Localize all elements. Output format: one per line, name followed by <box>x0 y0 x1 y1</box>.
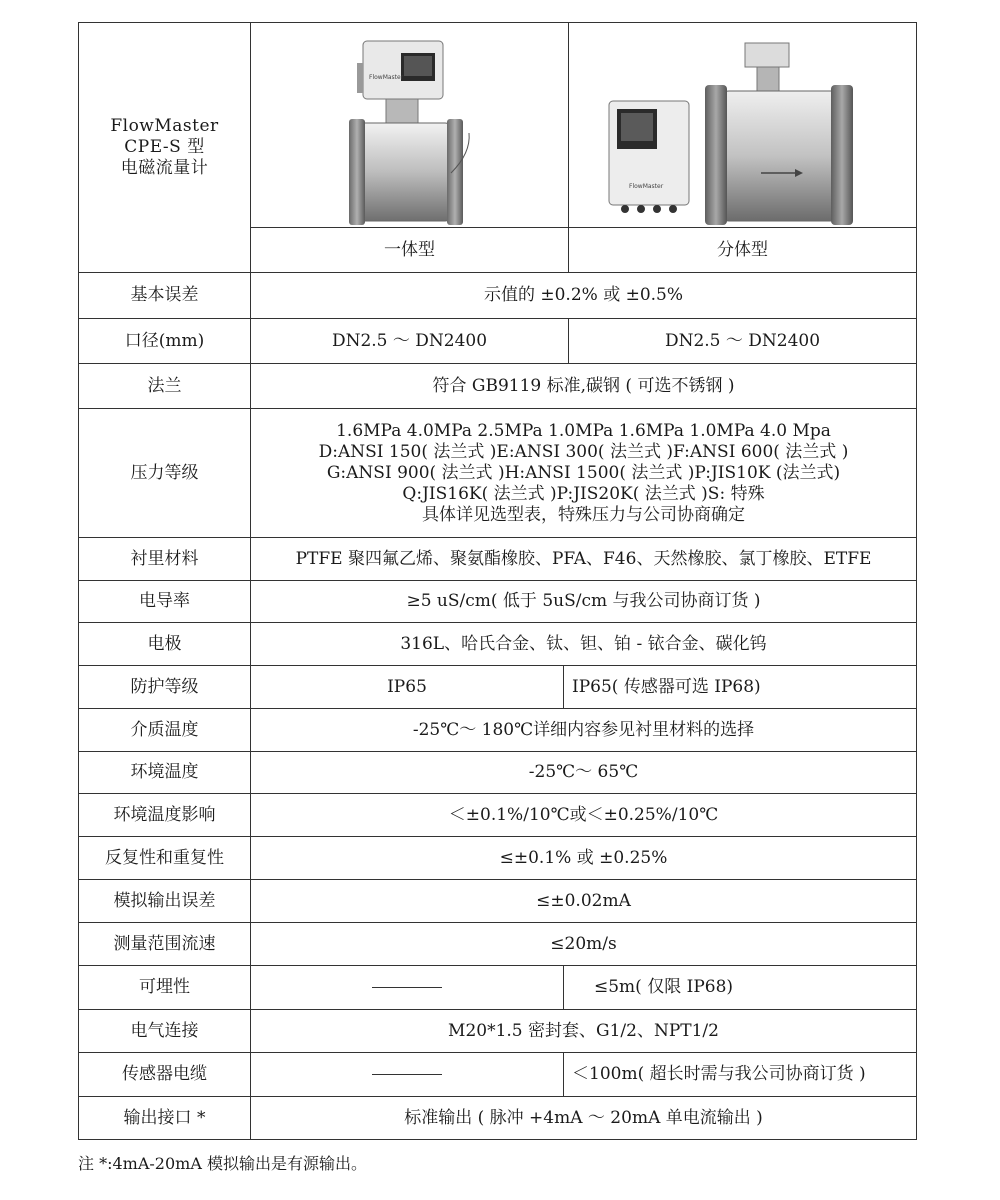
row-value-split: ≤5m( 仅限 IP68) <box>564 966 917 1010</box>
row-value: 示值的 ±0.2% 或 ±0.5% <box>251 273 917 319</box>
spec-table <box>78 22 917 1140</box>
row-value: 标准输出 ( 脉冲 +4mA ～ 20mA 单电流输出 ) <box>251 1097 917 1140</box>
pressure-values <box>251 409 917 538</box>
not-applicable-dash <box>372 1074 442 1075</box>
row-label: 衬里材料 <box>79 538 251 581</box>
row-value: M20*1.5 密封套、G1/2、NPT1/2 <box>251 1010 917 1053</box>
pressure-line: 具体详见选型表，特殊压力与公司协商确定 <box>422 504 745 525</box>
header-image-row <box>79 23 917 228</box>
row-value-split: ＜100m( 超长时需与我公司协商订货 ) <box>564 1053 917 1097</box>
row-label: 口径(mm) <box>79 319 251 364</box>
row-label: 压力等级 <box>79 409 251 538</box>
model-cell <box>79 23 251 273</box>
pressure-line: D:ANSI 150( 法兰式 )E:ANSI 300( 法兰式 )F:ANSI 600( 法兰式 ) <box>318 441 849 462</box>
row-value-split: IP65( 传感器可选 IP68) <box>564 666 917 709</box>
row-label: 电极 <box>79 623 251 666</box>
row-value: ≤±0.1% 或 ±0.25% <box>251 837 917 880</box>
model-name: FlowMaster <box>110 116 219 136</box>
row-value-integrated <box>251 1053 564 1097</box>
col-header-integrated: 一体型 <box>251 228 569 273</box>
row-analog-error <box>79 880 917 923</box>
row-label: 环境温度 <box>79 752 251 794</box>
row-value: ≤±0.02mA <box>251 880 917 923</box>
row-label: 可埋性 <box>79 966 251 1010</box>
row-value: 316L、哈氏合金、钛、钽、铂 - 铱合金、碳化钨 <box>251 623 917 666</box>
model-description: 电磁流量计 <box>120 158 209 178</box>
row-label: 传感器电缆 <box>79 1053 251 1097</box>
integrated-flowmeter-image <box>251 23 569 228</box>
row-value: ≤20m/s <box>251 923 917 966</box>
row-medium-temp <box>79 709 917 752</box>
row-label: 介质温度 <box>79 709 251 752</box>
row-label: 法兰 <box>79 364 251 409</box>
brand-label-split: FlowMaster <box>629 183 664 190</box>
footnote: 注 *:4mA-20mA 模拟输出是有源输出。 <box>78 1154 367 1173</box>
row-electrical <box>79 1010 917 1053</box>
row-flange <box>79 364 917 409</box>
row-ambient-effect <box>79 794 917 837</box>
row-flow-range <box>79 923 917 966</box>
pressure-line: G:ANSI 900( 法兰式 )H:ANSI 1500( 法兰式 )P:JIS10K (法兰式) <box>326 462 841 483</box>
row-label: 基本误差 <box>79 273 251 319</box>
row-conductivity <box>79 581 917 623</box>
col-header-split: 分体型 <box>569 228 917 273</box>
row-pressure <box>79 409 917 538</box>
row-label: 防护等级 <box>79 666 251 709</box>
row-protection <box>79 666 917 709</box>
row-label: 模拟输出误差 <box>79 880 251 923</box>
row-diameter <box>79 319 917 364</box>
row-value: PTFE 聚四氟乙烯、聚氨酯橡胶、PFA、F46、天然橡胶、氯丁橡胶、ETFE <box>251 538 917 581</box>
model-type: CPE-S 型 <box>124 137 205 157</box>
row-output <box>79 1097 917 1140</box>
row-value: -25℃～ 180℃详细内容参见衬里材料的选择 <box>251 709 917 752</box>
row-value-integrated <box>251 966 564 1010</box>
row-basic-error <box>79 273 917 319</box>
row-label: 测量范围流速 <box>79 923 251 966</box>
row-label: 输出接口 * <box>79 1097 251 1140</box>
row-value: -25℃～ 65℃ <box>251 752 917 794</box>
not-applicable-dash <box>372 987 442 988</box>
row-value-integrated: DN2.5 ～ DN2400 <box>251 319 569 364</box>
brand-label-integrated: FlowMaster <box>369 74 404 81</box>
row-label: 电导率 <box>79 581 251 623</box>
row-value: 符合 GB9119 标准,碳钢 ( 可选不锈钢 ) <box>251 364 917 409</box>
row-lining <box>79 538 917 581</box>
pressure-line: Q:JIS16K( 法兰式 )P:JIS20K( 法兰式 )S: 特殊 <box>402 483 765 504</box>
row-sensor-cable <box>79 1053 917 1097</box>
row-repeatability <box>79 837 917 880</box>
row-value-split: DN2.5 ～ DN2400 <box>569 319 917 364</box>
row-ambient-temp <box>79 752 917 794</box>
row-label: 电气连接 <box>79 1010 251 1053</box>
row-label: 反复性和重复性 <box>79 837 251 880</box>
row-electrode <box>79 623 917 666</box>
row-value: ＜±0.1%/10℃或＜±0.25%/10℃ <box>251 794 917 837</box>
row-label: 环境温度影响 <box>79 794 251 837</box>
split-flowmeter-image <box>569 23 917 228</box>
row-buriable <box>79 966 917 1010</box>
pressure-line: 1.6MPa 4.0MPa 2.5MPa 1.0MPa 1.6MPa 1.0MPa 4.0 Mpa <box>336 420 831 441</box>
row-value: ≥5 uS/cm( 低于 5uS/cm 与我公司协商订货 ) <box>251 581 917 623</box>
row-value-integrated: IP65 <box>251 666 564 709</box>
